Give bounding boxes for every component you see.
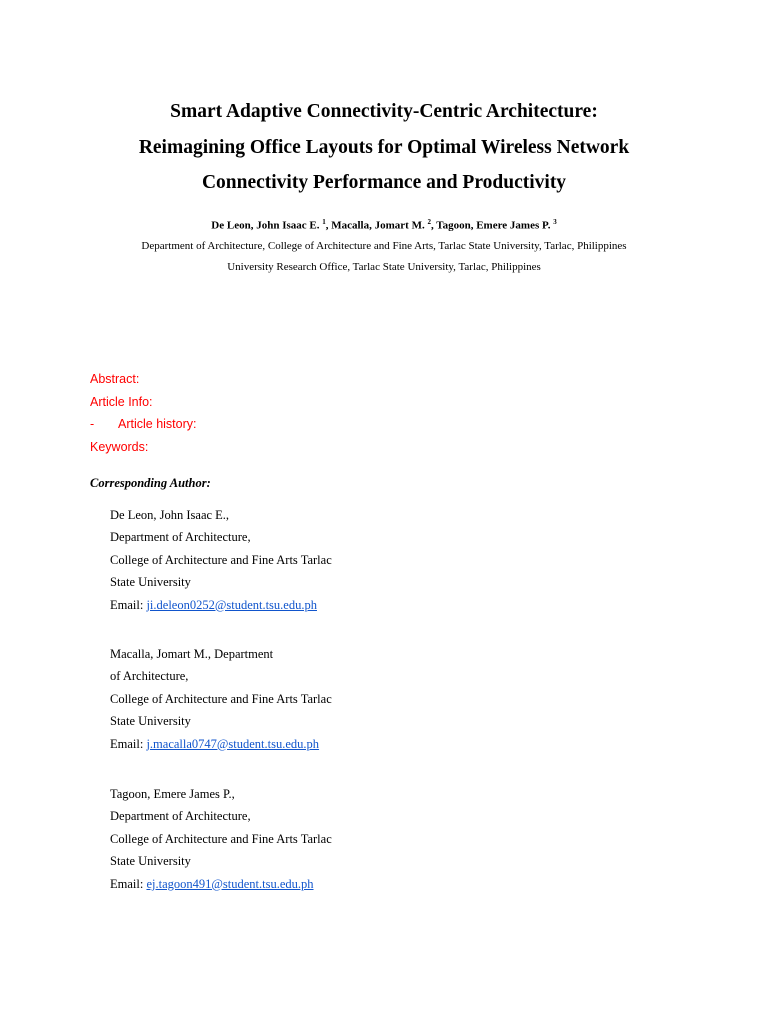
abstract-label: Abstract: xyxy=(90,372,140,386)
email-label: Email: xyxy=(110,736,147,751)
card-3-line-3: College of Architecture and Fine Arts Tarlac xyxy=(110,831,332,846)
card-1-line-3: College of Architecture and Fine Arts Tarlac xyxy=(110,552,332,567)
corresponding-author-card-3 xyxy=(110,783,332,895)
email-label: Email: xyxy=(110,876,147,891)
author-name-1: De Leon, John Isaac E. xyxy=(211,219,320,232)
email-label: Email: xyxy=(110,597,147,612)
affiliation-2: University Research Office, Tarlac State University, Tarlac, Philippines xyxy=(227,261,541,273)
card-1-line-2: Department of Architecture, xyxy=(110,530,251,545)
email-link-2[interactable]: j.macalla0747@student.tsu.edu.ph xyxy=(146,736,320,751)
email-link-3[interactable]: ej.tagoon491@student.tsu.edu.ph xyxy=(146,876,314,891)
card-1-line-4: State University xyxy=(110,575,191,590)
keywords-label: Keywords: xyxy=(90,439,149,454)
card-2-line-3: College of Architecture and Fine Arts Tarlac xyxy=(110,691,332,706)
affiliation-1: Department of Architecture, College of Architecture and Fine Arts, Tarlac State University, Tarlac, Philippines xyxy=(141,240,627,252)
author-sup-3: 3 xyxy=(553,218,557,226)
card-3-line-1: Tagoon, Emere James P., xyxy=(110,787,235,801)
author-name-3: Tagoon, Emere James P. xyxy=(436,219,551,232)
card-2-line-2: of Architecture, xyxy=(110,669,189,684)
paper-title xyxy=(0,94,768,201)
card-2-email-line xyxy=(110,733,332,755)
card-3-email-line xyxy=(110,873,332,895)
list-dash: - xyxy=(90,417,95,431)
title-line-3: Connectivity Performance and Productivity xyxy=(201,172,567,193)
article-history-label: Article history: xyxy=(118,417,197,431)
email-link-1[interactable]: ji.deleon0252@student.tsu.edu.ph xyxy=(146,597,317,612)
author-list: De Leon, John Isaac E. $^1$, Macalla, Jomart M. $^2$, Tagoon, Emere James P. $^3$ xyxy=(211,218,557,232)
author-sup-2: 2 xyxy=(427,218,431,226)
card-3-line-2: Department of Architecture, xyxy=(110,809,251,824)
card-3-line-4: State University xyxy=(110,854,191,869)
corresponding-author-heading: Corresponding Author: xyxy=(90,476,211,490)
card-1-line-1: De Leon, John Isaac E., xyxy=(110,508,230,522)
article-info-label: Article Info: xyxy=(90,394,153,409)
card-2-line-4: State University xyxy=(110,714,191,729)
author-sup-1: 1 xyxy=(322,218,326,226)
card-1-email-line xyxy=(110,594,332,616)
corresponding-author-card-1 xyxy=(110,504,332,616)
title-line-1: Smart Adaptive Connectivity-Centric Architecture: xyxy=(170,101,598,122)
section-labels xyxy=(90,370,197,460)
card-2-line-1: Macalla, Jomart M., Department xyxy=(110,647,274,661)
author-name-2: Macalla, Jomart M. xyxy=(331,219,425,232)
title-line-2: Reimagining Office Layouts for Optimal Wireless Network xyxy=(138,136,630,158)
article-history-item xyxy=(90,415,197,438)
corresponding-author-card-2 xyxy=(110,643,332,755)
